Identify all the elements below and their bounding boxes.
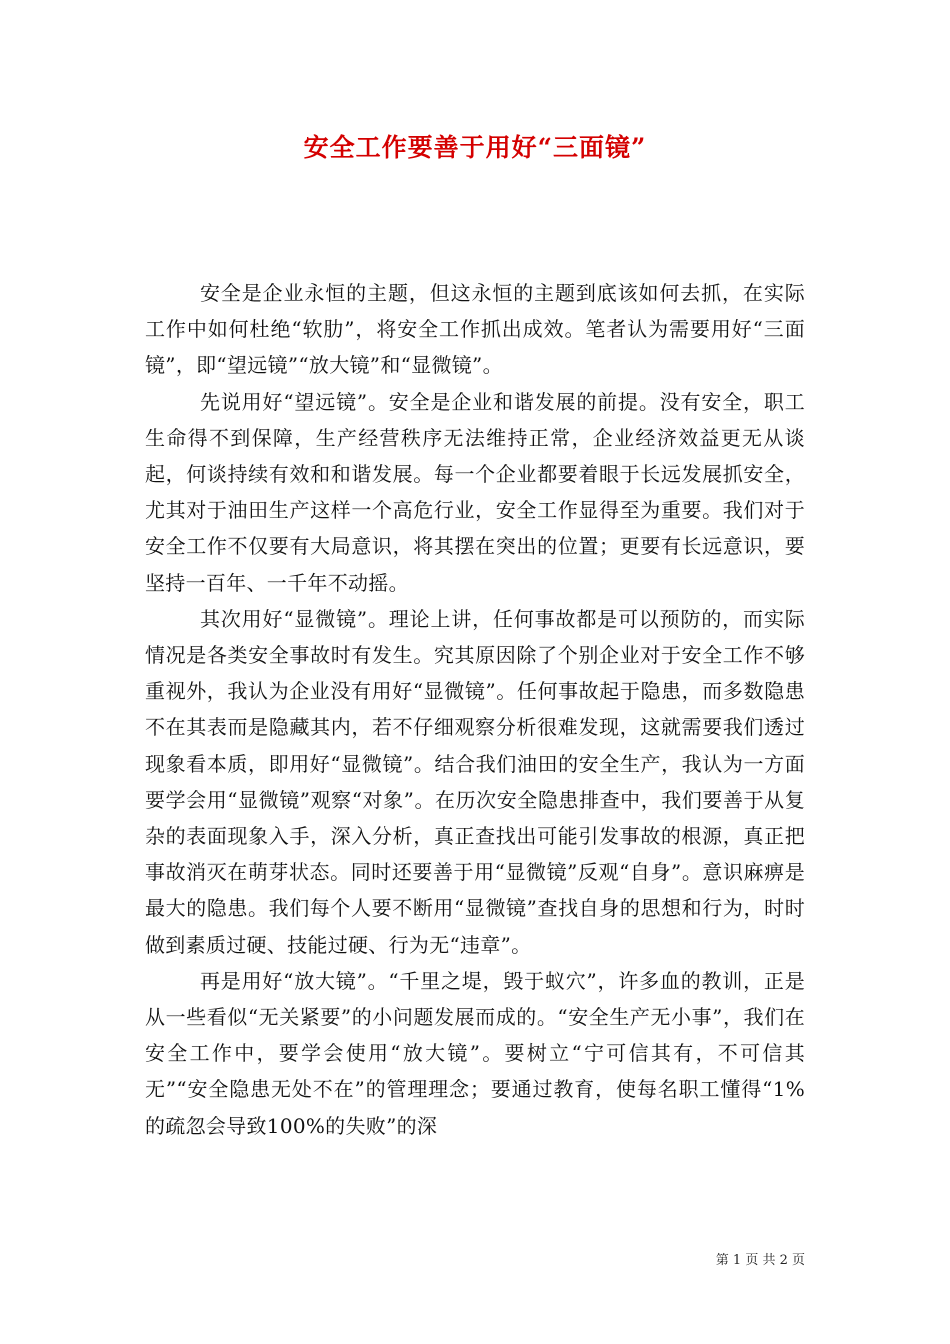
- document-body: [145, 275, 805, 1144]
- paragraph-magnifier: 再是用好“放大镜”。“千里之堤，毁于蚁穴”，许多血的教训，正是从一些看似“无关紧要”的小问题发展而成的。“安全生产无小事”，我们在安全工作中，要学会使用“放大镜”。要树立“宁可信其有，不可信其无”“安全隐患无处不在”的管理理念；要通过教育，使每名职工懂得“1%的疏忽会导致100%的失败”的深: [145, 968, 805, 1138]
- page-number-footer: 第 1 页 共 2 页: [715, 1253, 805, 1268]
- paragraph-microscope: 其次用好“显微镜”。理论上讲，任何事故都是可以预防的，而实际情况是各类安全事故时有发生。究其原因除了个别企业对于安全工作不够重视外，我认为企业没有用好“显微镜”。任何事故起于隐患，而多数隐患不在其表而是隐藏其内，若不仔细观察分析很难发现，这就需要我们透过现象看本质，即用好“显微镜”。结合我们油田的安全生产，我认为一方面要学会用“显微镜”观察“对象”。在历次安全隐患排查中，我们要善于从复杂的表面现象入手，深入分析，真正查找出可能引发事故的根源，真正把事故消灭在萌芽状态。同时还要善于用“显微镜”反观“自身”。意识麻痹是最大的隐患。我们每个人要不断用“显微镜”查找自身的思想和行为，时时做到素质过硬、技能过硬、行为无“违章”。: [145, 606, 805, 957]
- paragraph-telescope: 先说用好“望远镜”。安全是企业和谐发展的前提。没有安全，职工生命得不到保障，生产经营秩序无法维持正常，企业经济效益更无从谈起，何谈持续有效和和谐发展。每一个企业都要着眼于长远发展抓安全，尤其对于油田生产这样一个高危行业，安全工作显得至为重要。我们对于安全工作不仅要有大局意识，将其摆在突出的位置；更要有长远意识，要坚持一百年、一千年不动摇。: [145, 389, 805, 595]
- document-title: 安全工作要善于用好“三面镜”: [303, 133, 647, 162]
- paragraph-intro: 安全是企业永恒的主题，但这永恒的主题到底该如何去抓，在实际工作中如何杜绝“软肋”，将安全工作抓出成效。笔者认为需要用好“三面镜”，即“望远镜”“放大镜”和“显微镜”。: [145, 281, 805, 378]
